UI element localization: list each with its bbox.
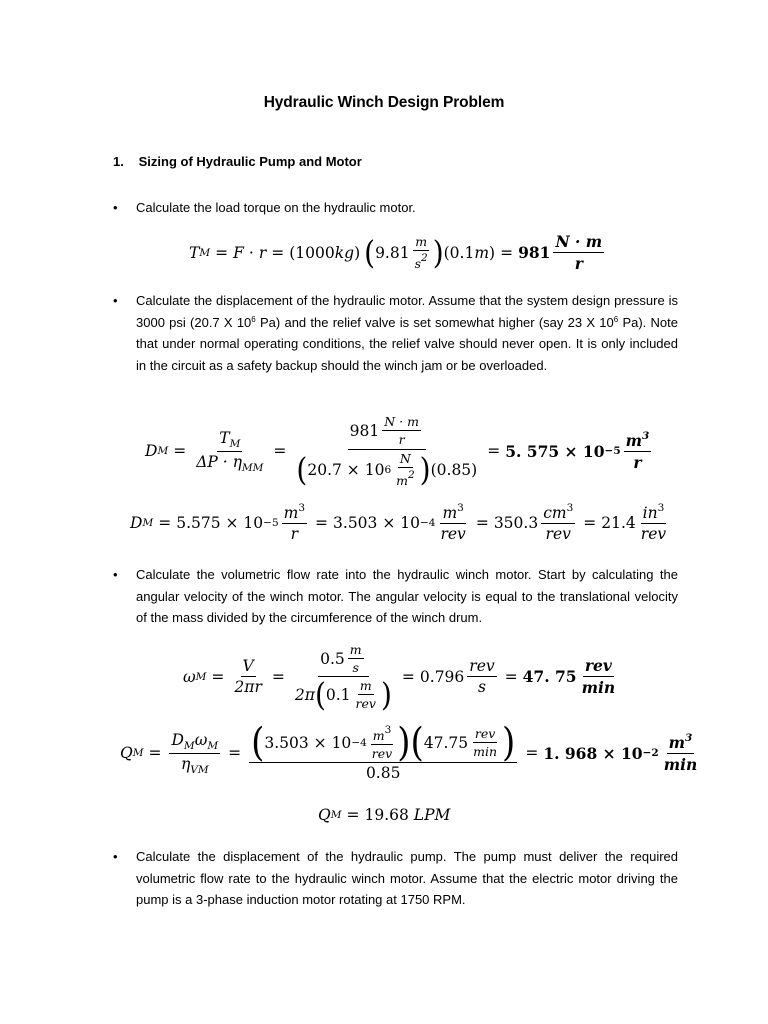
eq-exponent: −5 (604, 445, 621, 457)
eq-numerator: N · m (555, 232, 603, 251)
eq-fraction: $\frac{T_M}{\Delta P \cdot \eta_{MM}}$ (196, 428, 264, 474)
eq-unit: LPM (413, 806, 451, 824)
eq-fraction: $\frac{m^3}{\min}$ (663, 732, 698, 774)
eq-fraction (553, 232, 604, 273)
eq-value: 9.81 (375, 243, 410, 262)
eq-paren: ) (354, 243, 361, 262)
eq-result-value: 47. 75 (522, 667, 577, 686)
bullet-text: Calculate the displacement of the hydraulic motor. Assume that the system design pressure is 3000 psi (20.7 X $10^6$ Pa) and the relief valve is set somewhat higher (say 23 X $10^6$ Pa). Note that under normal operating conditions, the relief valve should never open. It is only included in the circuit as a safety backup should the winch jam or be overloaded. (136, 293, 678, 373)
eq-result-value: 1. 968 × 10 (543, 743, 643, 763)
eq-fraction: $\frac{m^3}{r}$ (625, 430, 650, 472)
eq-fraction: $\frac{in^3}{\text{rev}}$ (640, 502, 667, 543)
bullet-icon: • (113, 567, 118, 582)
bullet-text: Calculate the volumetric flow rate into the hydraulic winch motor. Start by calculating the angular velocity of the winch motor. The angular velocity is equal to the translational velocity of the mass divided by the circumference of the winch drum. (136, 567, 678, 625)
equation-displacement: D M = $\frac{T_M}{\Delta P \cdot \eta_{MM}}$ = 981 $\frac{N \cdot m}{r}$ ( 20.7 × 10 6 $\frac{N}{m^2}$ ) (0.85) = 5. 575 × 10 −5 $\frac{m^3}{r}$ (145, 414, 650, 488)
eq-fraction: $\frac{V}{2\pi r}$ (234, 657, 262, 696)
eq-operator: · (248, 243, 254, 262)
section-number: 1. (113, 154, 124, 169)
document-title: Hydraulic Winch Design Problem (263, 94, 505, 111)
bullet-icon: • (113, 200, 118, 215)
eq-fraction: 0.5 $\frac{m}{s}$ 2π ( 0.1 $\frac{m}{\text{rev}}$ ) (294, 642, 392, 713)
section-heading (113, 154, 362, 169)
eq-fraction: $\frac{m^3}{r}$ (283, 502, 306, 543)
bullet-icon: • (113, 849, 118, 864)
section-title: Sizing of Hydraulic Pump and Motor (138, 154, 362, 169)
eq-fraction: $\frac{\text{rev}}{\min}$ (581, 656, 616, 697)
eq-symbol: T (189, 243, 200, 262)
bullet-text: Calculate the displacement of the hydraulic pump. The pump must deliver the required volumetric flow rate to the hydraulic winch motor. Assume that the electric motor driving the pump is a 3-phase induction motor rotating at 1750 RPM. (136, 849, 678, 907)
equation-angular-velocity: ω M = $\frac{V}{2\pi r}$ = 0.5 $\frac{m}{s}$ 2π ( 0.1 $\frac{m}{\text{rev}}$ ) = 0.796 $\frac{\text{rev}}{s}$ = 47. 75 $\frac{\text{rev}}{\min}$ (183, 642, 616, 713)
bullet-text: Calculate the load torque on the hydraulic motor. (136, 200, 416, 215)
bullet-icon: • (113, 293, 118, 308)
eq-exponent: 2 (421, 252, 428, 264)
eq-fraction: 981 $\frac{N \cdot m}{r}$ ( 20.7 × 10 6 $\frac{N}{m^2}$ ) (0.85) (296, 414, 478, 488)
bullet-item (113, 290, 678, 400)
eq-unit: m (474, 243, 490, 262)
eq-symbol: F (233, 243, 244, 262)
equation-displacement-conversion: D M = 5.575 × 10 −5 $\frac{m^3}{r}$ = 3.503 × 10 −4 $\frac{m^3}{\text{rev}}$ = 350.3 $\frac{cm^3}{\text{rev}}$ = 21.4 $\frac{in^3}{\text{rev}}$ (130, 502, 667, 543)
eq-denominator: r (574, 254, 583, 273)
eq-symbol: r (258, 243, 267, 262)
eq-result-value: 5. 575 × 10 (505, 441, 605, 461)
eq-paren: ) (489, 243, 496, 262)
eq-exponent: −2 (642, 747, 659, 759)
eq-fraction: $\frac{D_M\omega_M}{\eta_{VM}}$ (171, 730, 219, 776)
eq-fraction: $\frac{m^3}{\text{rev}}$ (440, 502, 466, 543)
equation-flow-rate: Q M = $\frac{D_M\omega_M}{\eta_{VM}}$ = ( 3.503 × 10 −4 $\frac{m^3}{\text{rev}}$ ) ( 47.75 $\frac{\text{rev}}{\min}$ ) 0.85 = 1. 968 × 10 −2 $\frac{m^3}{\min}$ (120, 719, 698, 782)
eq-symbol: D (145, 442, 158, 460)
eq-result-value: 981 (518, 243, 551, 262)
eq-value: (1000 (289, 243, 335, 262)
bullet-item (113, 197, 678, 219)
eq-fraction: $\frac{\text{rev}}{s}$ (469, 657, 495, 696)
bullet-item (113, 564, 678, 630)
eq-fraction: ( 3.503 × 10 −4 $\frac{m^3}{\text{rev}}$ ) ( 47.75 $\frac{\text{rev}}{\min}$ ) 0.85 (251, 719, 516, 782)
eq-numerator: m (415, 234, 428, 249)
eq-fraction: $\frac{cm^3}{\text{rev}}$ (543, 502, 574, 543)
eq-unit: kg (334, 243, 355, 262)
eq-subscript: M (157, 445, 169, 457)
eq-fraction (413, 234, 430, 271)
bullet-item (113, 846, 678, 912)
eq-value: (0.1 (443, 243, 475, 262)
eq-subscript: M (199, 246, 211, 259)
eq-denominator: s (414, 256, 421, 271)
equation-flow-lpm: Q M = 19.68 LPM (318, 806, 451, 824)
eq-value: 19.68 (364, 806, 409, 824)
equation-torque: T M = F · r = (1000 kg ) ( 9.81 $\frac{m}{s^2}$ ) (0.1 m ) = 981 $\frac{N \cdot m}{r}$ (189, 232, 603, 273)
